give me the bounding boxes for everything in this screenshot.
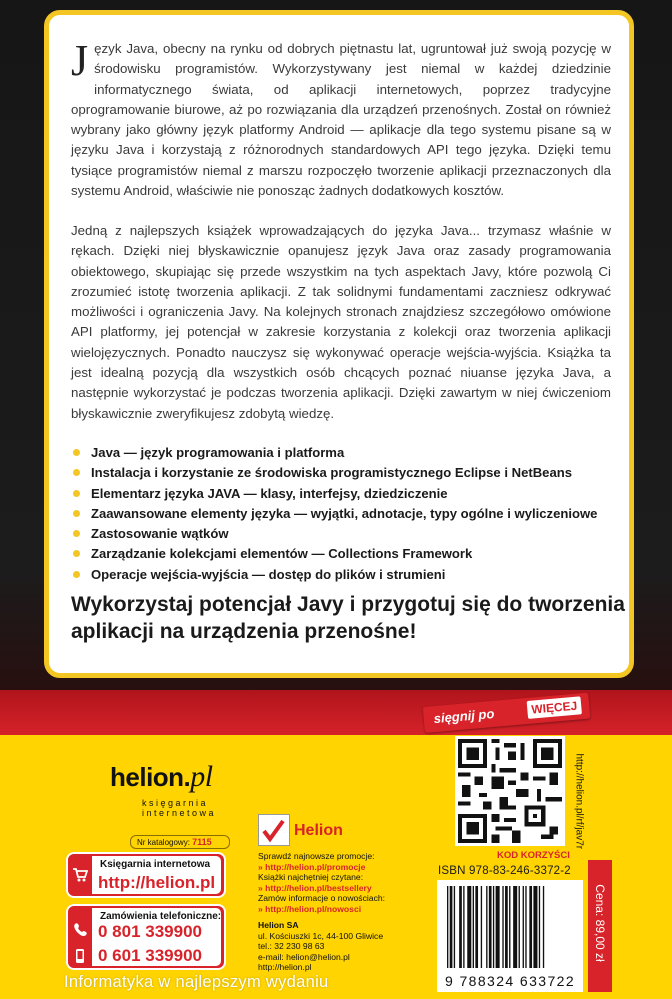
list-item: Zastosowanie wątków [71,524,621,544]
barcode-icon [437,880,583,972]
catalog-number: Nr katalogowy: 7115 [130,835,230,849]
bullet-dot-icon [73,571,80,578]
phone-icon [72,922,88,938]
helion-pl-logo: helion.pl [110,760,213,793]
mobile-phone-icon [72,948,88,964]
publisher-address: Helion SA ul. Kościuszki 1c, 44-100 Gliwice tel.: 32 230 98 63 e-mail: helion@helion.pl http://helion.pl [258,920,384,973]
isbn: ISBN 978-83-246-3372-2 [438,865,571,877]
online-shop-box[interactable] [66,852,226,898]
bullet-dot-icon [73,530,80,537]
arrow-right-icon: » [258,903,266,914]
list-item: Java — język programowania i platforma [71,443,621,463]
book-back-cover: Język Java, obecny na rynku od dobrych piętnastu lat, ugruntował już swoją pozycję w środowisku programistów. Wykorzystywany jest niemal w każdej dziedzinie informatycznego świata, od aplikacji internetowych, poprzez tradycyjne oprogramowanie biurowe, aż po rozwiązania dla urządzeń przenośnych. Został on również wybrany jako główny język platformy Android — aplikacje dla tego systemu pisane są w języku Java i korzystają z różnorodnych standardowych API tego języka. Dzięki temu tysiące programistów niemal z marszu rozpoczęło tworzenie aplikacji przeznaczonych dla systemu Android, właściwie nie ponosząc żadnych dodatkowych kosztów. Jedną z najlepszych książek wprowadzających do języka Java... trzymasz właśnie w rękach. Dzięki niej błyskawicznie opanujesz język Java oraz zasady programowania obiektowego, skupiając się przede wszystkim na tych aspektach Javy, które pozwolą Ci zrozumieć istotę tworzenia aplikacji. Z tak solidnymi fundamentami zaczniesz odkrywać możliwości i ograniczenia Javy. Na kolejnych stronach znajdziesz szczegółowo omówione API platformy, jej potencjał w zakresie korzystania z kolekcji oraz tworzenia aplikacji wielojęzycznych. Ponadto nauczysz się wykonywać operacje wejścia-wyjścia. Książka ta jest idealną pozycją dla wszystkich osób chcących poznać niuanse języka Java, a następnie wykorzystać je podczas tworzenia aplikacji. Dzięki zawartym w niej ćwiczeniom błyskawicznie zweryfikujesz zdobytą wiedzę. Java — język programowania i platforma Instalacja i korzystanie ze środowiska programistycznego Eclipse i NetBeans Elementarz języka JAVA — klasy, interfejsy, dziedziczenie Zaawansowane elementy języka — wyjątki, adnotacje, typy ogólne i wyliczeniowe Zastosowanie wątków Zarządzanie kolekcjami elementów — Collections Framework Operacje wejścia-wyjścia — dostęp do plików i strumieni Wykorzystaj potencjał Javy i przygotuj się do tworzenia aplikacji na urządzenia przenośne! sięgnij po WIĘCEJ http://helion.pl/rf/jav7r KOD KORZYŚCI ISBN 978-83-246-3372-2 9 788324 633722 Cena: 89,00 zł helion.pl księgarnia internetowa Nr katalogowy: 7115 Księgarnia internetowa http://helion.pl Zamówienia telefoniczne: 0 801 339900 0 601 339900 Informatyka w najlepszym wydaniu Helion Sprawdź najnowsze promocje: » http://helion.pl/promocje Książki najchętniej czytane: » http://helion.pl/bestsellery Zamów informacje o nowościach: » http://helion.pl/nowosci Helion SA ul. Kościuszki 1c, 44-100 Gliwice tel.: 32 230 98 63 e-mail: helion@helion.pl http://helion.pl [0,0,672,999]
intro-paragraph-2: Jedną z najlepszych książek wprowadzających do języka Java... trzymasz właśnie w rękach. Dzięki niej błyskawicznie opanujesz język Java oraz zasady programowania obiektowego, skupiając się przede wszystkim na tych aspektach Javy, które pozwolą Ci zrozumieć istotę tworzenia aplikacji. Z tak solidnymi fundamentami zaczniesz odkrywać możliwości i ograniczenia Javy. Na kolejnych stronach znajdziesz szczegółowo omówione API platformy, jej potencjał w zakresie korzystania z kolekcji oraz tworzenia aplikacji wielojęzycznych. Ponadto nauczysz się wykonywać operacje wejścia-wyjścia. Książka ta jest idealną pozycją dla wszystkich osób chcących poznać niuanse języka Java, a następnie wykorzystać je podczas tworzenia aplikacji. Dzięki zawartym w niej ćwiczeniom błyskawicznie zweryfikujesz zdobytą wiedzę. [71,223,611,421]
qr-code-icon [458,739,562,843]
cart-icon [72,867,88,883]
qr-caption: KOD KORZYŚCI [497,850,570,861]
list-item: Zarządzanie kolekcjami elementów — Collections Framework [71,544,621,564]
description-panel [44,10,634,678]
list-item: Elementarz języka JAVA — klasy, interfejsy, dziedziczenie [71,484,621,504]
barcode [437,880,583,992]
arrow-right-icon: » [258,882,266,893]
phone-orders-box [66,904,226,970]
price: Cena: 89,00 zł [593,884,607,962]
bullet-dot-icon [73,449,80,456]
helion-mark-icon [258,814,290,846]
topics-list [71,443,621,585]
qr-side-link: http://helion.pl/rf/jav7r [573,753,585,850]
bullet-dot-icon [73,469,80,476]
slogan: Informatyka w najlepszym wydaniu [64,973,329,991]
shop-url[interactable]: http://helion.pl [98,873,216,892]
phone-label: Zamówienia telefoniczne: [100,911,222,922]
barcode-number: 9 788324 633722 [445,973,575,989]
bullet-dot-icon [73,490,80,497]
bullet-dot-icon [73,510,80,517]
tagline: Wykorzystaj potencjał Javy i przygotuj się do tworzenia aplikacji na urządzenia przenośne! [71,593,625,643]
list-item: Operacje wejścia-wyjścia — dostęp do plików i strumieni [71,565,621,585]
helion-links: Sprawdź najnowsze promocje: » http://helion.pl/promocje Książki najchętniej czytane: » http://helion.pl/bestsellery Zamów informacje o nowościach: » http://helion.pl/nowosci [258,851,386,914]
more-highlight: WIĘCEJ [527,696,582,719]
shop-label: Księgarnia internetowa [100,859,211,870]
qr-code[interactable] [455,736,565,846]
list-item: Instalacja i korzystanie ze środowiska programistycznego Eclipse i NetBeans [71,463,621,483]
phone-number-2[interactable]: 0 601 339900 [98,946,202,965]
logo-subtitle: księgarnia internetowa [142,798,217,818]
more-prefix: sięgnij po [433,705,495,727]
phone-number-1[interactable]: 0 801 339900 [98,922,202,941]
bullet-dot-icon [73,550,80,557]
list-item: Zaawansowane elementy języka — wyjątki, adnotacje, typy ogólne i wyliczeniowe [71,504,621,524]
arrow-right-icon: » [258,861,266,872]
price-tag [588,860,612,992]
intro-paragraph-1: Język Java, obecny na rynku od dobrych piętnastu lat, ugruntował już swoją pozycję w środowisku programistów. Wykorzystywany jest niemal w każdej dziedzinie informatycznego świata, od aplikacji internetowych, poprzez tradycyjne oprogramowanie biurowe, aż po rozwiązania dla urządzeń przenośnych. Został on również wybrany jako główny język platformy Android — aplikacje dla tego systemu pisane są w języku Java i korzystają z różnorodnych standardowych API tego języka. Dzięki temu tysiące programistów niemal z marszu rozpoczęło tworzenie aplikacji przeznaczonych dla systemu Android, właściwie nie ponosząc żadnych dodatkowych kosztów. [71,36,611,199]
